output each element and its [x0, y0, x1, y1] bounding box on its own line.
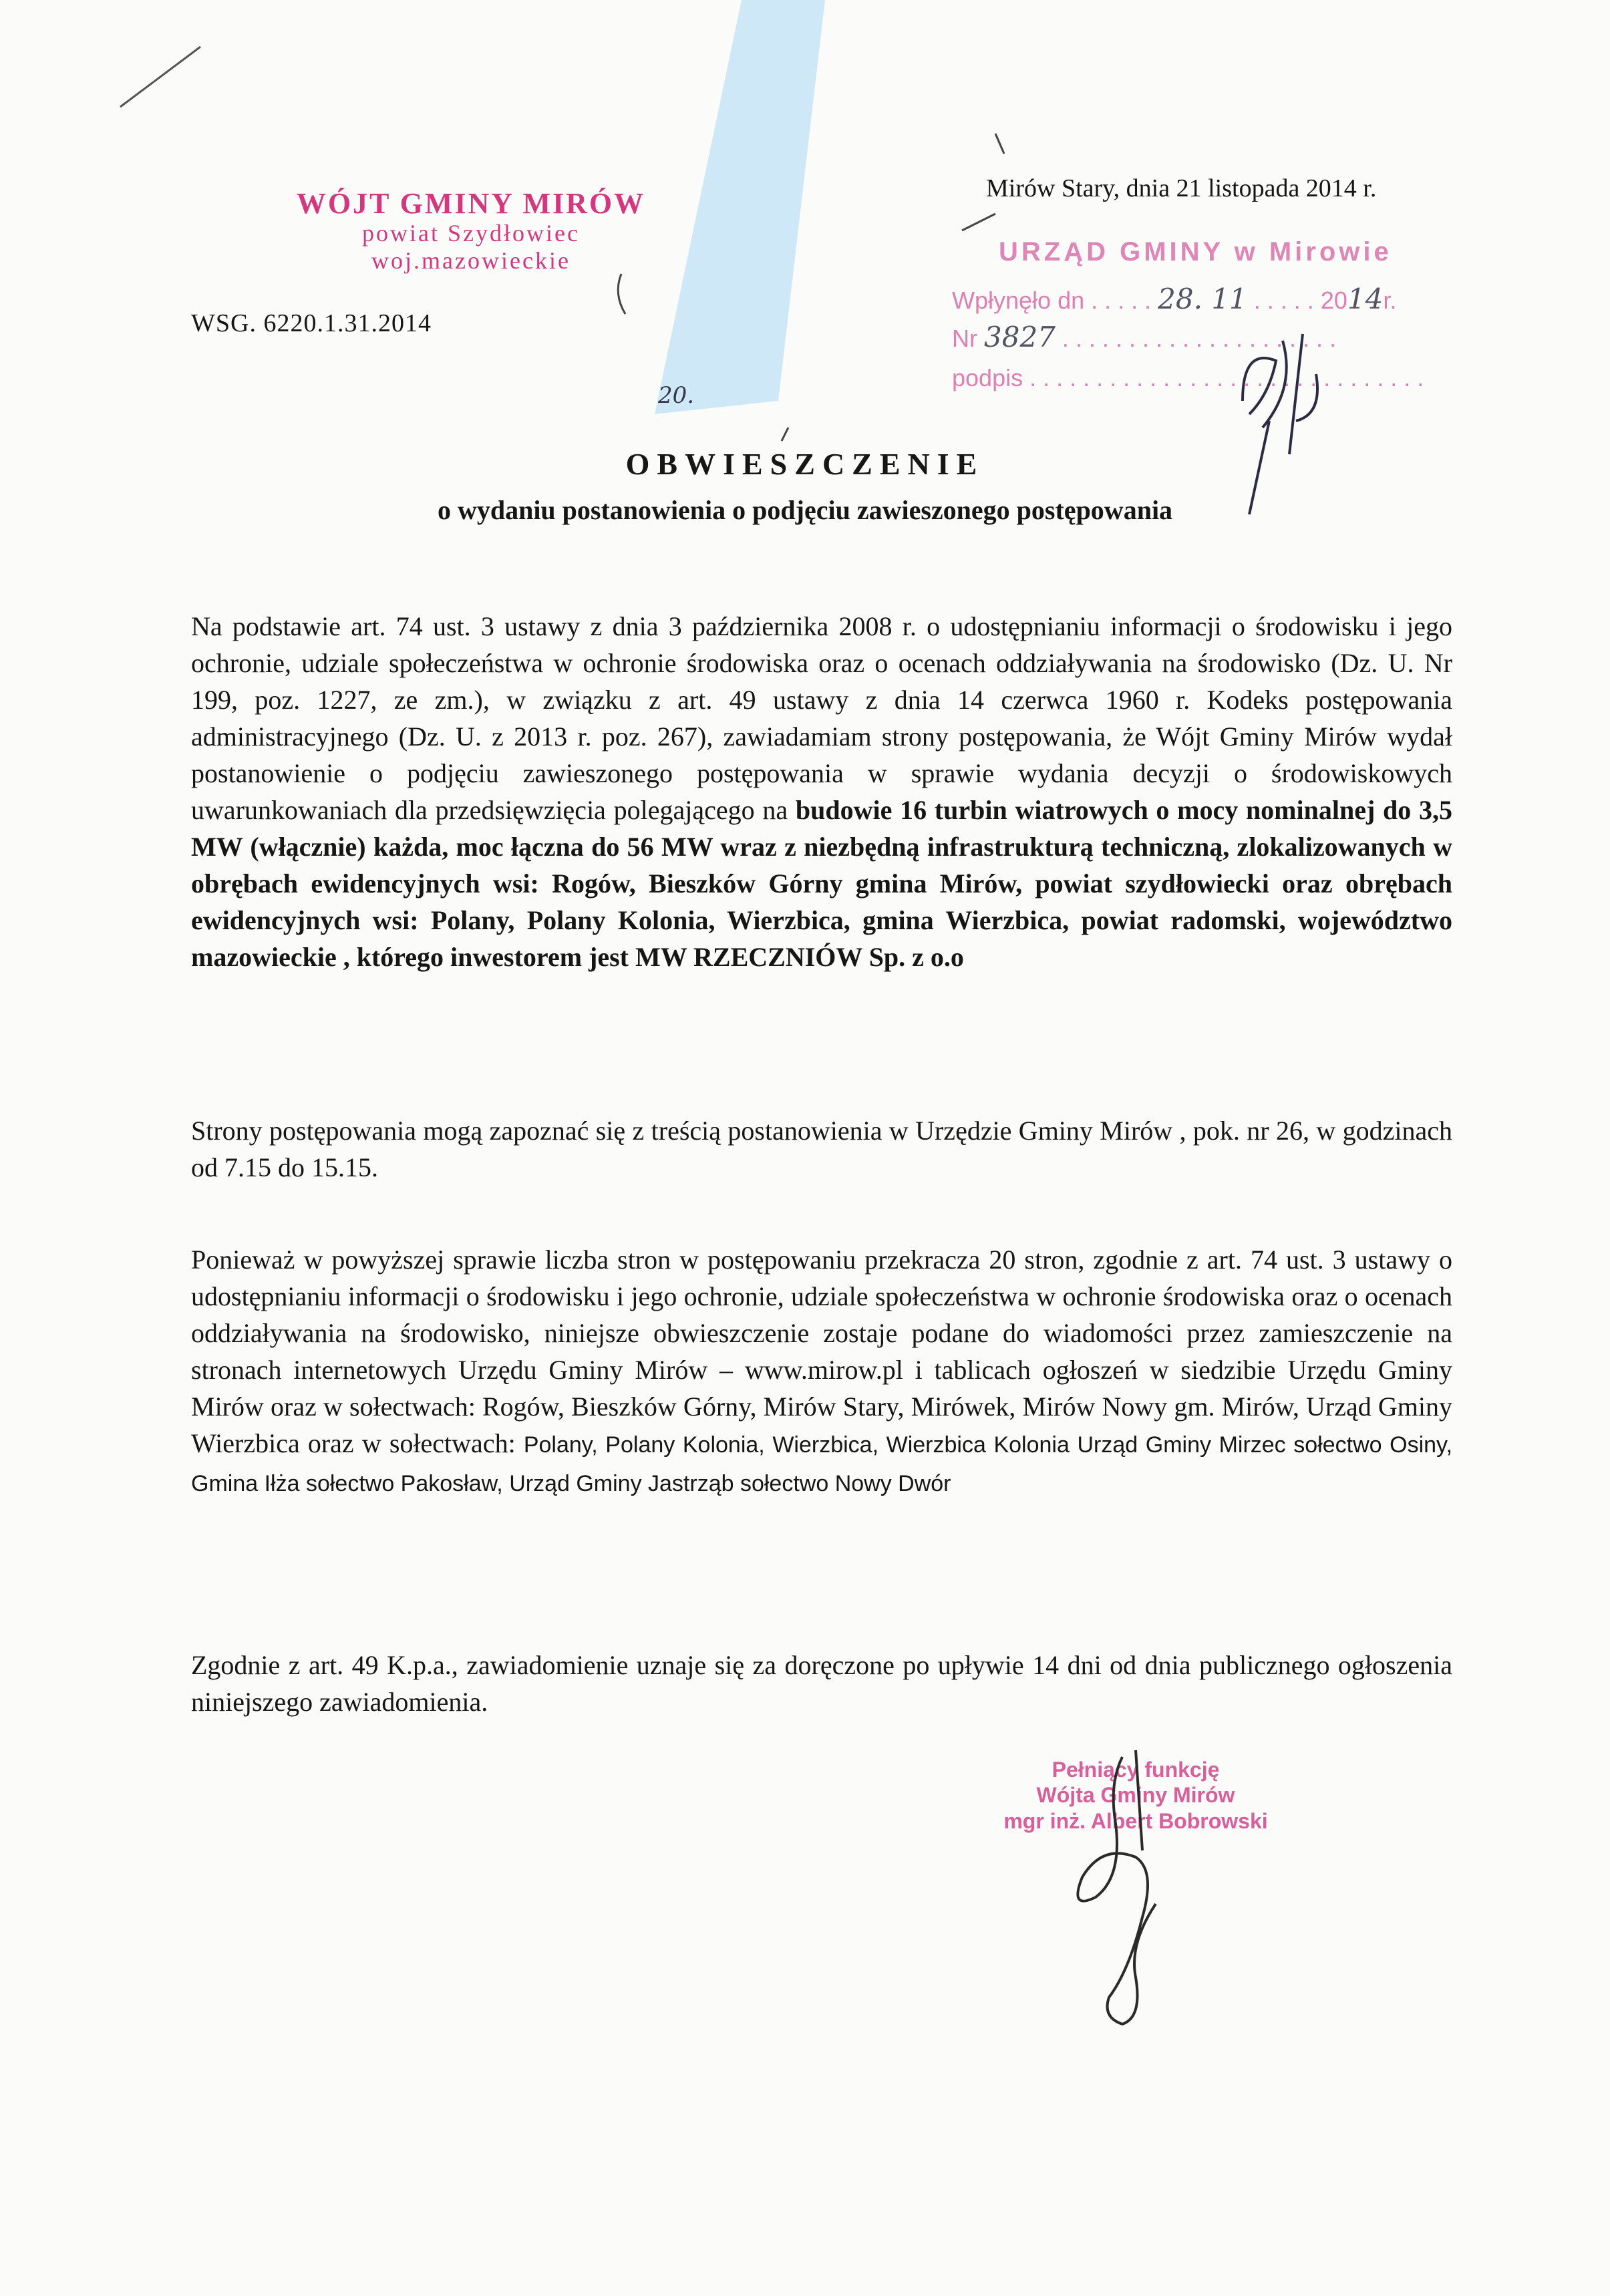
number-value: 3827	[984, 321, 1056, 353]
received-year: 14	[1347, 283, 1384, 315]
received-suffix: r.	[1383, 287, 1397, 314]
document-subtitle: o wydaniu postanowienia o podjęciu zawieszonego postępowania	[437, 495, 1173, 525]
paragraph-delivery: Zgodnie z art. 49 K.p.a., zawiadomienie uznaje się za doręczone po upływie 14 dni od dnia publicznego ogłoszenia niniejszego zawiadomienia.	[191, 1650, 1452, 1717]
project-description: budowie 16 turbin wiatrowych o mocy nominalnej do 3,5 MW (włącznie) każda, moc łączna do 56 MW wraz z niezbędną infrastrukturą techniczną, zlokalizowanych w obrębach ewidencyjnych wsi: Rogów, Bieszków Górny gmina Mirów, powiat szydłowiecki oraz obrębach ewidencyjnych wsi: Polany, Polany Kolonia, Wierzbica, gmina Wierzbica, powiat radomski, województwo mazowieckie , którego inwestorem jest MW RZECZNIÓW Sp. z o.o	[191, 795, 1452, 972]
number-label: Nr	[952, 325, 977, 352]
paragraph-legal-basis-text: Na podstawie art. 74 ust. 3 ustawy z dnia 3 października 2008 r. o udostępnianiu informacji o środowisku i jego ochronie, udziale społeczeństwa w ochronie środowiska oraz o ocenach oddziaływania na środowisko (Dz. U. Nr 199, poz. 1227, ze zm.), w związku z art. 49 ustawy z dnia 14 czerwca 1960 r. Kodeks postępowania administracyjnego (Dz. U. z 2013 r. poz. 267), zawiadamiam strony postępowania, że Wójt Gminy Mirów wydał postanowienie o podjęciu zawieszonego postępowania w sprawie wydania decyzji o środowiskowych uwarunkowaniach dla przedsięwzięcia polegającego na	[191, 611, 1452, 825]
office-stamp-line1: WÓJT GMINY MIRÓW	[296, 187, 646, 220]
signature-stamp-line1: Pełniący funkcję	[1052, 1758, 1220, 1782]
signature-stamp-line2: Wójta Gminy Mirów	[1036, 1783, 1235, 1808]
document-title: OBWIESZCZENIE	[625, 447, 985, 481]
office-stamp-line2: powiat Szydłowiec	[362, 220, 580, 247]
reference-number: WSG. 6220.1.31.2014	[191, 309, 432, 337]
received-stamp-date-row: Wpłynęło dn . . . . . 28. 11 . . . . . 2014r.	[952, 283, 1397, 315]
received-label: Wpłynęło dn	[952, 287, 1085, 314]
paragraph-publication-villages: Polany, Polany Kolonia, Wierzbica, Wierzbica Kolonia Urząd Gminy Mirzec sołectwo Osiny, Gmina Iłża sołectwo Pakosław, Urząd Gminy Jastrząb sołectwo Nowy Dwór	[191, 1432, 1452, 1496]
handwritten-signature	[1042, 1744, 1216, 2037]
paragraph-publication	[191, 1241, 1452, 1502]
signature-stamp-line3: mgr inż. Albert Bobrowski	[1003, 1808, 1268, 1833]
received-stamp-number-row: Nr 3827 . . . . . . . . . . . . . . . . . . . . .	[952, 321, 1337, 353]
received-stamp-office: URZĄD GMINY w Mirowie	[999, 237, 1392, 267]
paragraph-inspection: Strony postępowania mogą zapoznać się z treścią postanowienia w Urzędzie Gminy Mirów , pok. nr 26, w godzinach od 7.15 do 15.15.	[191, 1116, 1452, 1182]
paragraph-legal-basis	[191, 608, 1452, 975]
received-stamp-signature-row: podpis . . . . . . . . . . . . . . . . . . . . . . . . . . . . . .	[952, 364, 1424, 391]
signature-label: podpis	[952, 364, 1023, 391]
received-date-day: 28. 11	[1158, 283, 1247, 315]
received-year-prefix: 20	[1320, 287, 1347, 314]
received-stamp-initials	[1223, 321, 1396, 521]
handwritten-mark-20: 20.	[658, 382, 695, 409]
office-stamp	[284, 187, 658, 274]
paragraph-publication-text: Ponieważ w powyższej sprawie liczba stron w postępowaniu przekracza 20 stron, zgodnie z art. 74 ust. 3 ustawy o udostępnianiu informacji o środowisku i jego ochronie, udziale społeczeństwa w ochronie środowiska oraz o ocenach oddziaływania na środowisko, niniejsze obwieszczenie zostaje podane do wiadomości przez zamieszczenie na stronach internetowych Urzędu Gminy Mirów – www.mirow.pl i tablicach ogłoszeń w siedzibie Urzędu Gminy Mirów oraz w sołectwach: Rogów, Bieszków Górny, Mirów Stary, Mirówek, Mirów Nowy gm. Mirów, Urząd Gminy Wierzbica oraz w sołectwach:	[191, 1245, 1452, 1458]
office-stamp-line3: woj.mazowieckie	[371, 247, 571, 274]
place-date: Mirów Stary, dnia 21 listopada 2014 r.	[986, 174, 1377, 202]
